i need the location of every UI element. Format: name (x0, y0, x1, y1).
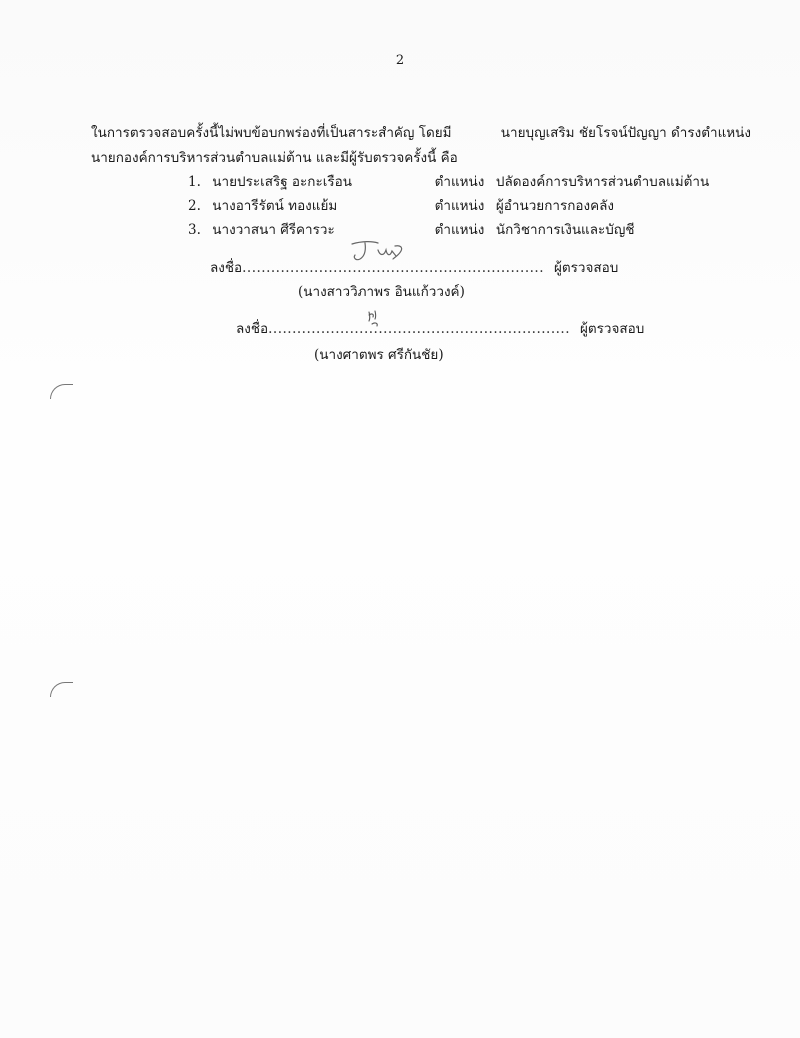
signature-dots: ............................................................... (242, 260, 544, 276)
recipient-list (188, 170, 709, 242)
list-item-name: นายประเสริฐ อะกะเรือน (212, 174, 352, 190)
list-item-number: 1. (188, 174, 201, 190)
signer-name-2: (นางศาตพร ศรีกันชัย) (314, 347, 444, 363)
signature-dots: ............................................................... (268, 321, 570, 337)
list-item-name: นางวาสนา ศีรีคารวะ (212, 222, 335, 238)
list-item-position: ปลัดองค์การบริหารส่วนตำบลแม่ต้าน (495, 174, 710, 190)
signature-label: ลงชื่อ (236, 321, 269, 337)
signature-label: ลงชื่อ (210, 260, 243, 276)
signature-line-2 (236, 317, 644, 339)
page-number: 2 (395, 53, 405, 68)
list-item-number: 2. (188, 198, 201, 214)
list-item (188, 170, 709, 194)
list-item-position: นักวิชาการเงินและบัญชี (495, 222, 635, 238)
list-item-position-label: ตำแหน่ง (434, 198, 485, 214)
list-item-position: ผู้อำนวยการกองคลัง (495, 198, 614, 214)
list-item-position-label: ตำแหน่ง (434, 174, 485, 190)
punch-hole-mark (50, 384, 73, 399)
list-item (188, 194, 709, 218)
paragraph-line-1-right: นายบุญเสริม ชัยโรจน์ปัญญา ดำรงตำแหน่ง (500, 125, 751, 141)
paragraph-line-2: นายกองค์การบริหารส่วนตำบลแม่ต้าน และมีผู้รับตรวจครั้งนี้ คือ (91, 150, 458, 166)
signer-name-1: (นางสาววิภาพร อินแก้ววงค์) (298, 284, 465, 300)
list-item-name: นางอารีรัตน์ ทองแย้ม (212, 198, 338, 214)
signature-role: ผู้ตรวจสอบ (554, 260, 619, 276)
punch-hole-mark (50, 682, 73, 697)
list-item (188, 218, 709, 242)
signature-line-1 (210, 256, 618, 278)
signature-role: ผู้ตรวจสอบ (580, 321, 645, 337)
list-item-position-label: ตำแหน่ง (434, 222, 485, 238)
paragraph-line-1 (91, 121, 751, 143)
list-item-number: 3. (188, 222, 201, 238)
paragraph-line-1-left: ในการตรวจสอบครั้งนี้ไม่พบข้อบกพร่องที่เป็นสาระสำคัญ โดยมี (91, 125, 452, 141)
